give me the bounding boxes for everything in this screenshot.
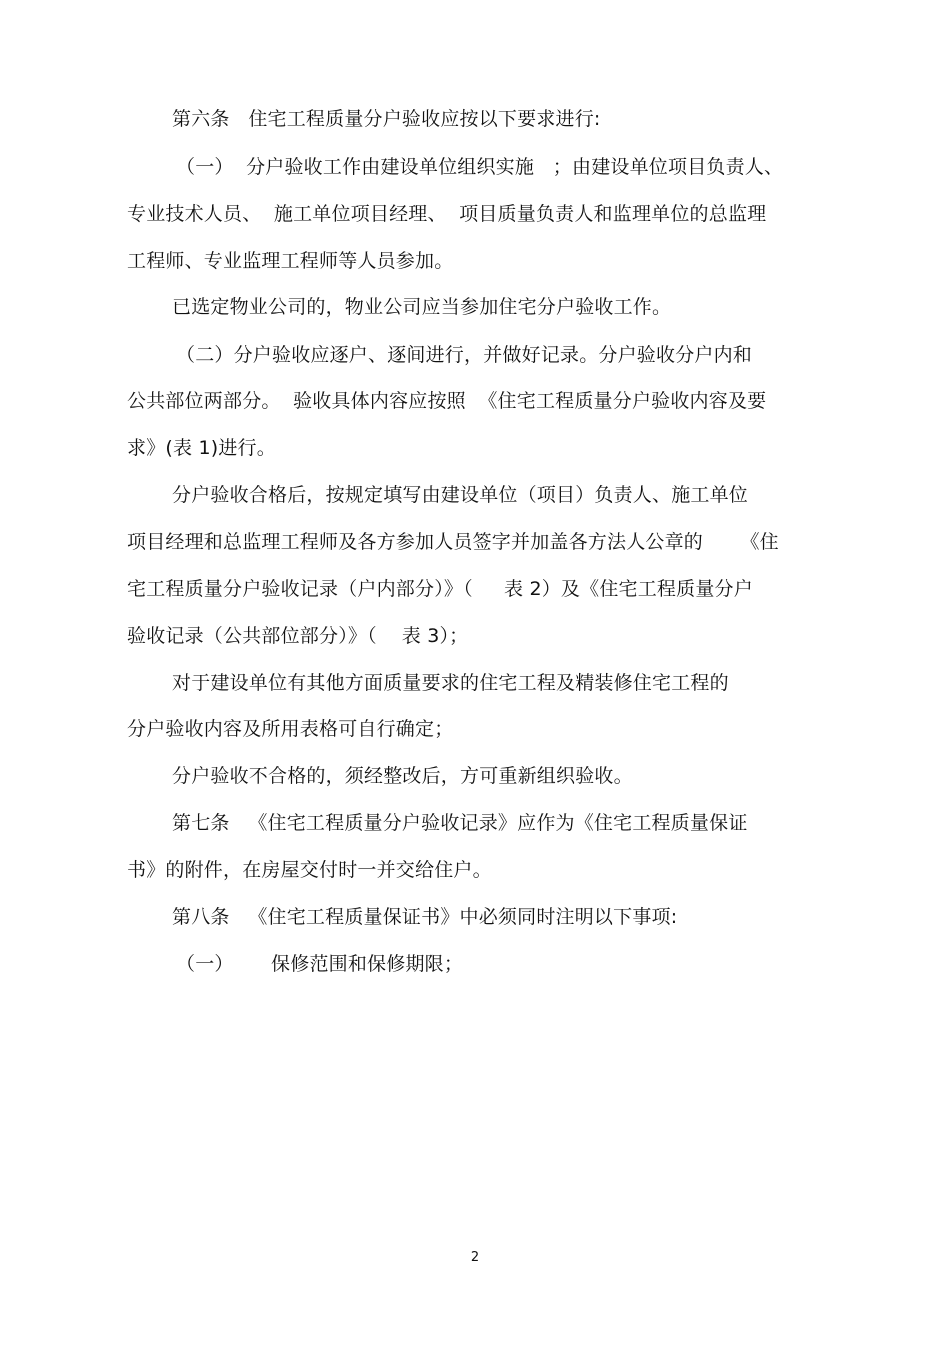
article-6-item-1-line-3: 工程师、专业监理工程师等人员参加。	[127, 250, 454, 272]
article-6-heading: 第六条 住宅工程质量分户验收应按以下要求进行:	[172, 108, 601, 130]
article-6-item-1-line-2: 专业技术人员、 施工单位项目经理、 项目质量负责人和监理单位的总监理	[127, 203, 767, 225]
article-6-item-1-line-1: （一） 分户验收工作由建设单位组织实施 ；由建设单位项目负责人、	[176, 156, 784, 178]
article-8-heading: 第八条 《住宅工程质量保证书》中必须同时注明以下事项:	[172, 906, 678, 928]
acceptance-passed-line-3: 宅工程质量分户验收记录（户内部分）》（ 表 2）及《住宅工程质量分户	[127, 578, 753, 600]
acceptance-passed-line-2: 项目经理和总监理工程师及各方参加人员签字并加盖各方法人公章的 《住	[127, 531, 779, 553]
acceptance-failed-paragraph: 分户验收不合格的，须经整改后，方可重新组织验收。	[172, 765, 633, 787]
article-6-item-2-line-2: 公共部位两部分。 验收具体内容应按照 《住宅工程质量分户验收内容及要	[127, 390, 767, 412]
article-6-item-2-line-1: （二）分户验收应逐户、逐间进行，并做好记录。分户验收分户内和	[176, 344, 753, 366]
article-8-item-1: （一） 保修范围和保修期限；	[176, 953, 464, 975]
article-7-line-2: 书》的附件，在房屋交付时一并交给住户。	[127, 859, 492, 881]
acceptance-passed-line-4: 验收记录（公共部位部分）》（ 表 3）；	[127, 625, 469, 647]
acceptance-passed-line-1: 分户验收合格后，按规定填写由建设单位（项目）负责人、施工单位	[172, 484, 749, 506]
article-7-line-1: 第七条 《住宅工程质量分户验收记录》应作为《住宅工程质量保证	[172, 812, 748, 834]
property-company-paragraph: 已选定物业公司的，物业公司应当参加住宅分户验收工作。	[172, 296, 672, 318]
article-6-item-2-line-3: 求》(表 1)进行。	[127, 437, 276, 459]
other-requirements-line-1: 对于建设单位有其他方面质量要求的住宅工程及精装修住宅工程的	[172, 672, 729, 694]
other-requirements-line-2: 分户验收内容及所用表格可自行确定；	[127, 718, 454, 740]
page-number: 2	[470, 1250, 480, 1265]
